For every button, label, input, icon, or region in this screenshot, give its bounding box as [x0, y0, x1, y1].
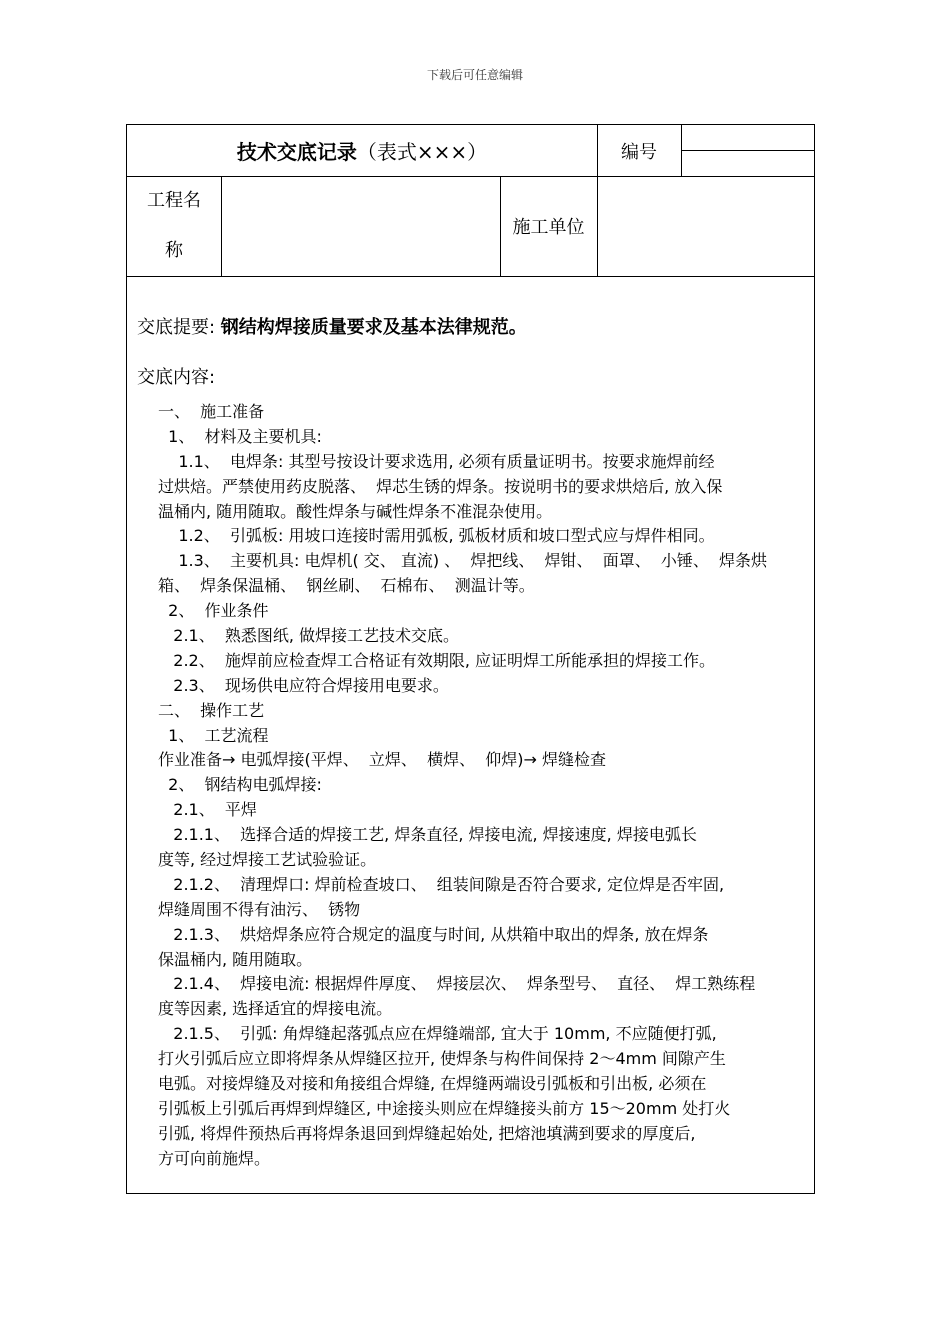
content-line: 2.1、 熟悉图纸, 做焊接工艺技术交底。 [158, 626, 460, 646]
content-line: 作业准备→ 电弧焊接(平焊、 立焊、 横焊、 仰焊)→ 焊缝检查 [158, 750, 606, 770]
content-line: 过烘焙。严禁使用药皮脱落、 焊芯生锈的焊条。按说明书的要求烘焙后, 放入保 [158, 476, 723, 496]
construction-unit-label: 施工单位 [512, 217, 585, 238]
form-title [127, 125, 597, 176]
content-line: 2、 作业条件 [158, 601, 269, 621]
code-label: 编号 [621, 141, 657, 163]
project-name-label-line2: 称 [165, 240, 183, 261]
content-line: 2.1.3、 烘焙焊条应符合规定的温度与时间, 从烘箱中取出的焊条, 放在焊条 [158, 924, 709, 944]
content-line: 1、 材料及主要机具: [158, 426, 322, 446]
content-line: 1.2、 引弧板: 用坡口连接时需用弧板, 弧板材质和坡口型式应与焊件相同。 [158, 526, 715, 546]
content-line: 二、 操作工艺 [158, 700, 265, 720]
disclosure-body [127, 276, 814, 1193]
content-line: 2.1、 平焊 [158, 800, 257, 820]
content-line: 1.3、 主要机具: 电焊机( 交、 直流) 、 焊把线、 焊钳、 面罩、 小锤、 焊条烘 [158, 551, 768, 571]
content-line: 箱、 焊条保温桶、 钢丝刷、 石棉布、 测温计等。 [158, 576, 535, 596]
content-line: 2.1.1、 选择合适的焊接工艺, 焊条直径, 焊接电流, 焊接速度, 焊接电弧长 [158, 825, 697, 845]
project-name-label-line1: 工程名 [147, 190, 201, 211]
content-line: 2.3、 现场供电应符合焊接用电要求。 [158, 675, 449, 695]
project-name-label [127, 176, 221, 276]
code-field-bottom[interactable] [681, 150, 814, 176]
content-line: 度等, 经过焊接工艺试验验证。 [158, 850, 377, 870]
content-line: 2.1.4、 焊接电流: 根据焊件厚度、 焊接层次、 焊条型号、 直径、 焊工熟练程 [158, 974, 756, 994]
code-field-top[interactable] [681, 125, 814, 150]
page-header-note: 下载后可任意编辑 [426, 68, 523, 82]
disclosure-content [158, 400, 798, 1172]
content-line: 度等因素, 选择适宜的焊接电流。 [158, 999, 393, 1019]
tech-disclosure-form [126, 124, 815, 1194]
content-line: 方可向前施焊。 [158, 1148, 271, 1168]
summary-value: 钢结构焊接质量要求及基本法律规范。 [220, 317, 527, 338]
content-line: 引弧板上引弧后再焊到焊缝区, 中途接头则应在焊缝接头前方 15～20mm 处打火 [158, 1098, 731, 1118]
content-line: 1.1、 电焊条: 其型号按设计要求选用, 必须有质量证明书。按要求施焊前经 [158, 451, 715, 471]
content-line: 2、 钢结构电弧焊接: [158, 775, 322, 795]
content-line: 电弧。对接焊缝及对接和角接组合焊缝, 在焊缝两端设引弧板和引出板, 必须在 [158, 1074, 707, 1094]
form-title-main: 技术交底记录 [236, 140, 357, 164]
content-line: 2.2、 施焊前应检查焊工合格证有效期限, 应证明焊工所能承担的焊接工作。 [158, 650, 716, 670]
form-title-suffix: （表式×××） [356, 140, 488, 164]
content-line: 引弧, 将焊件预热后再将焊条退回到焊缝起始处, 把熔池填满到要求的厚度后, [158, 1123, 696, 1143]
content-line: 焊缝周围不得有油污、 锈物 [158, 899, 361, 919]
content-line: 2.1.2、 清理焊口: 焊前检查坡口、 组装间隙是否符合要求, 定位焊是否牢固, [158, 874, 725, 894]
content-line: 1、 工艺流程 [158, 725, 269, 745]
content-label: 交底内容: [137, 367, 216, 388]
content-line: 保温桶内, 随用随取。 [158, 949, 313, 969]
construction-unit-field[interactable] [597, 176, 814, 276]
content-line: 一、 施工准备 [158, 402, 265, 421]
content-line: 打火引弧后应立即将焊条从焊缝区拉开, 使焊条与构件间保持 2～4mm 间隙产生 [158, 1049, 726, 1069]
content-line: 温桶内, 随用随取。酸性焊条与碱性焊条不准混杂使用。 [158, 501, 553, 521]
content-line: 2.1.5、 引弧: 角焊缝起落弧点应在焊缝端部, 宜大于 10mm, 不应随便打弧, [158, 1024, 717, 1044]
disclosure-summary [137, 313, 527, 339]
summary-label: 交底提要: [137, 317, 221, 338]
project-name-field[interactable] [221, 176, 500, 276]
